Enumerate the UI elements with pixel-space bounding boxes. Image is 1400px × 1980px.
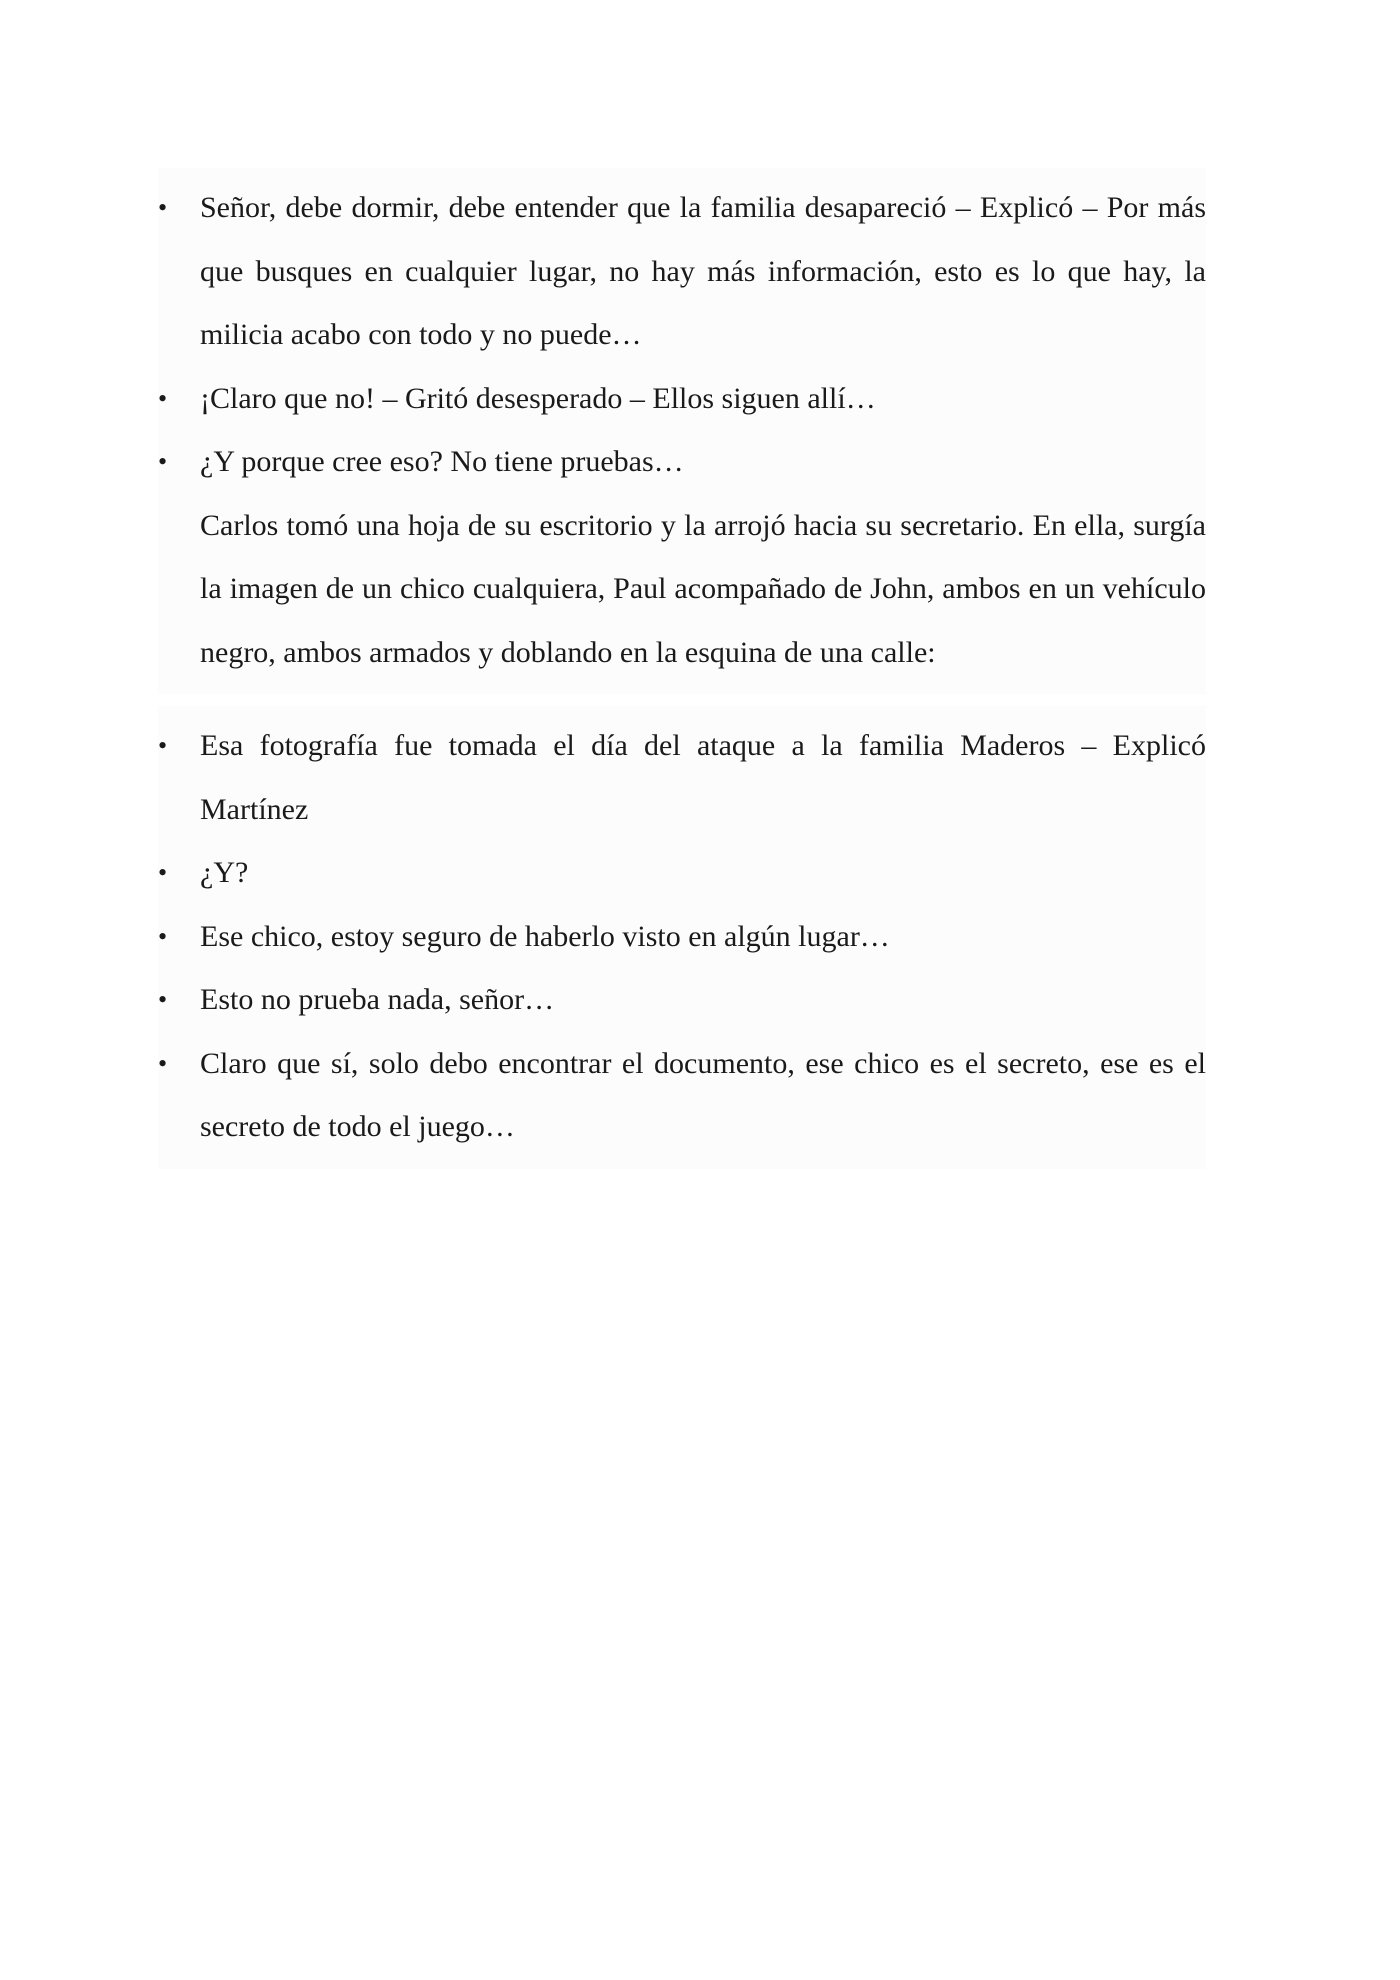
bullet-icon: • [158, 921, 168, 951]
bullet-item [158, 714, 1206, 841]
bullet-icon: • [158, 1048, 168, 1078]
paragraph-text: Claro que sí, solo debo encontrar el documento, ese chico es el secreto, ese es el secreto de todo el juego… [200, 1046, 1206, 1143]
bullet-icon: • [158, 858, 168, 887]
bullet-item [158, 430, 1206, 494]
paragraph-text: ¿Y? [200, 856, 249, 889]
bullet-icon: • [158, 193, 168, 222]
bullet-icon: • [158, 447, 168, 476]
bullet-icon: • [158, 985, 168, 1014]
bullet-item [158, 1032, 1206, 1159]
paragraph-text: Esa fotografía fue tomada el día del ataque a la familia Maderos – Explicó Martínez [200, 729, 1206, 826]
paragraph-text: Señor, debe dormir, debe entender que la familia desapareció – Explicó – Por más que busques en cualquier lugar, no hay más información, esto es lo que hay, la milicia acabo con todo y no puede… [200, 191, 1206, 351]
paragraph-text: ¡Claro que no! – Gritó desesperado – Ellos siguen allí… [200, 381, 876, 415]
bullet-item [158, 176, 1206, 367]
bullet-item [158, 905, 1206, 969]
bullet-icon: • [158, 383, 168, 413]
text-block-2 [158, 706, 1206, 1169]
paragraph-text: Ese chico, estoy seguro de haberlo visto en algún lugar… [200, 919, 890, 953]
text-block-1 [158, 168, 1206, 694]
bullet-item [158, 968, 1206, 1032]
paragraph-text: Esto no prueba nada, señor… [200, 983, 555, 1016]
paragraph-text: Carlos tomó una hoja de su escritorio y la arrojó hacia su secretario. En ella, surgía la imagen de un chico cualquiera, Paul acompañado de John, ambos en un vehículo negro, ambos armados y doblando en la esquina de una calle: [200, 508, 1206, 669]
bullet-item [158, 367, 1206, 431]
bullet-icon: • [158, 731, 168, 760]
bullet-item [158, 841, 1206, 905]
narrative-paragraph [158, 494, 1206, 685]
paragraph-text: ¿Y porque cree eso? No tiene pruebas… [200, 445, 684, 478]
